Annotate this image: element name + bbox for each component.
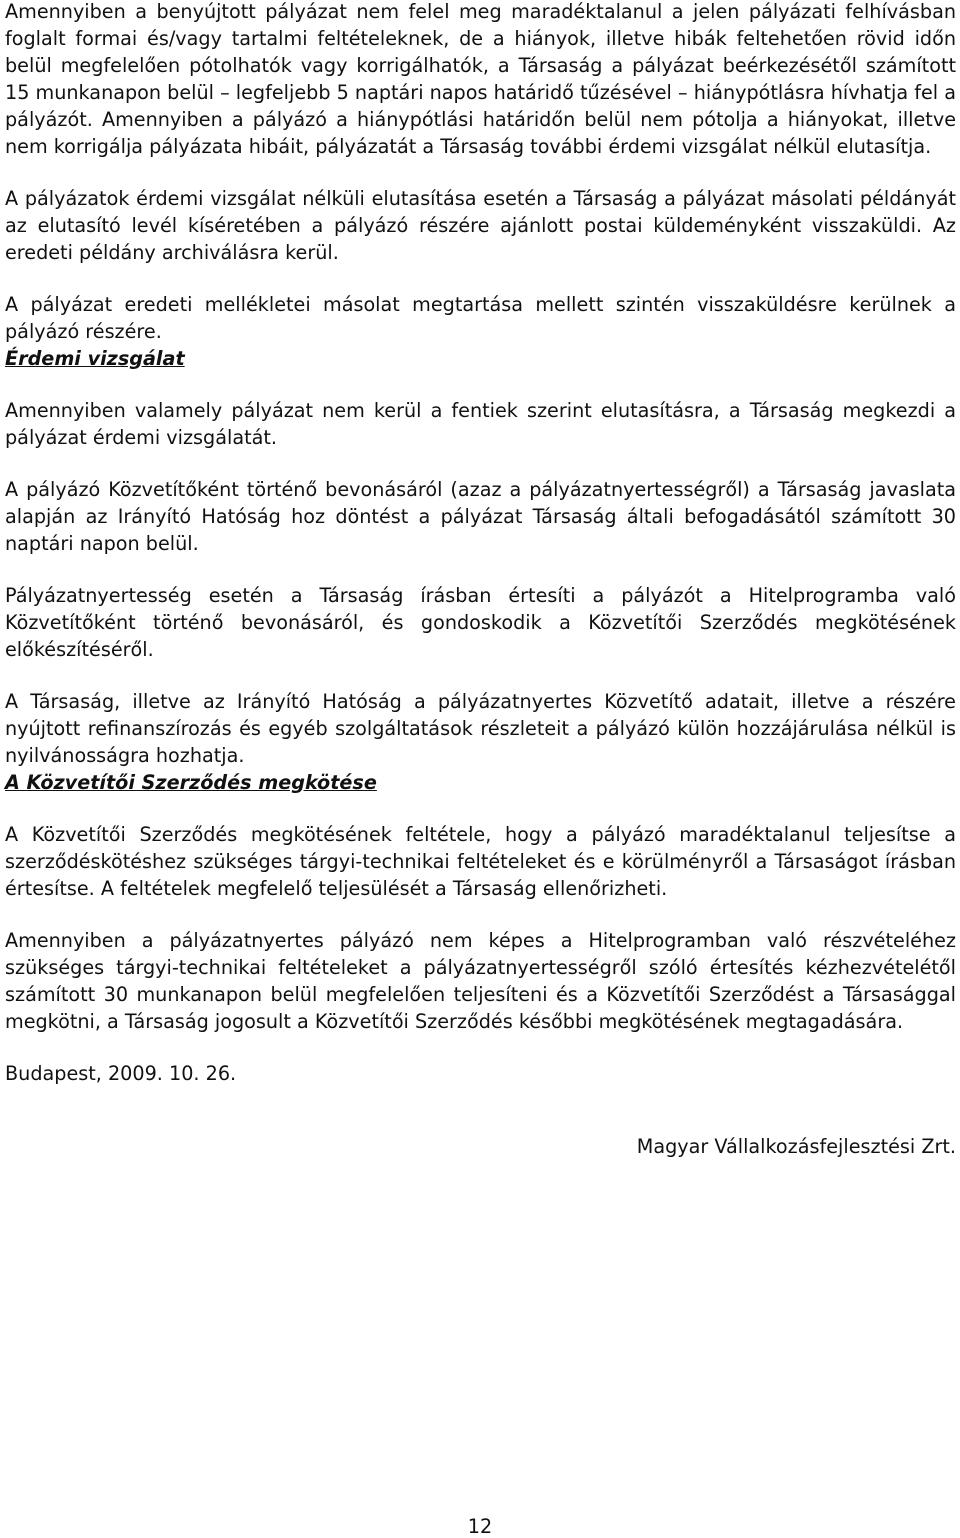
paragraph-publication: A Társaság, illetve az Irányító Hatóság a pályázatnyertes Közvetítő adatait, illetve a részére nyújtott refinanszírozás és egyéb szolgáltatások részleteit a pályázó külön hozzájárulása nélkül is nyilvánosságra hozhatja.: [5, 690, 956, 767]
page-number: 12: [467, 1515, 493, 1538]
paragraph-contract-refusal: Amennyiben a pályázatnyertes pályázó nem képes a Hitelprogramban való részvételéhez szükséges tárgyi-technikai feltételeket a pályázatnyertességről szóló értesítés kézhezvételétől számított 30 munkanapon belül megfelelően teljesíteni és a Közvetítői Szerződést a Társasággal megkötni, a Társaság jogosult a Közvetítői Szerződés későbbi megkötésének megtagadására.: [5, 929, 956, 1033]
section-heading-contract: A Közvetítői Szerződés megkötése: [5, 771, 377, 794]
document-page: [5, 0, 956, 1160]
paragraph-rejection-return: A pályázatok érdemi vizsgálat nélküli elutasítása esetén a Társaság a pályázat másolati példányát az elutasító levél kíséretében a pályázó részére ajánlott postai küldeményként visszaküldi. Az eredeti példány archiválásra kerül.: [5, 187, 956, 264]
signature-organization: Magyar Vállalkozásfejlesztési Zrt.: [636, 1135, 956, 1158]
section-heading-substantive-review: Érdemi vizsgálat: [5, 347, 185, 370]
date-line: Budapest, 2009. 10. 26.: [5, 1062, 237, 1085]
paragraph-deficiency-remedy: Amennyiben a benyújtott pályázat nem felel meg maradéktalanul a jelen pályázati felhívásban foglalt formai és/vagy tartalmi feltételeknek, de a hiányok, illetve hibák feltehetően rövid időn belül megfelelően pótolhatók vagy korrigálhatók, a Társaság a pályázat beérkezésétől számított 15 munkanapon belül – legfeljebb 5 naptári napos határidő tűzésével – hiánypótlásra hívhatja fel a pályázót. Amennyiben a pályázó a hiánypótlási határidőn belül nem pótolja a hiányokat, illetve nem korrigálja pályázata hibáit, pályázatát a Társaság további érdemi vizsgálat nélkül elutasítja.: [5, 0, 956, 158]
paragraph-decision: A pályázó Közvetítőként történő bevonásáról (azaz a pályázatnyertességről) a Társaság javaslata alapján az Irányító Hatóság hoz döntést a pályázat Társaság általi befogadásától számított 30 naptári napon belül.: [5, 478, 956, 555]
paragraph-winner-notification: Pályázatnyertesség esetén a Társaság írásban értesíti a pályázót a Hitelprogramba való Közvetítőként történő bevonásáról, és gondoskodik a Közvetítői Szerződés megkötésének előkészítéséről.: [5, 584, 956, 661]
paragraph-review-start: Amennyiben valamely pályázat nem kerül a fentiek szerint elutasításra, a Társaság megkezdi a pályázat érdemi vizsgálatát.: [5, 399, 956, 449]
paragraph-annex-return: A pályázat eredeti mellékletei másolat megtartása mellett szintén visszaküldésre kerülnek a pályázó részére.: [5, 293, 956, 343]
paragraph-contract-condition: A Közvetítői Szerződés megkötésének feltétele, hogy a pályázó maradéktalanul teljesítse a szerződéskötéshez szükséges tárgyi-technikai feltételeket és e körülményről a Társaságot írásban értesítse. A feltételek megfelelő teljesülését a Társaság ellenőrizheti.: [5, 823, 956, 900]
